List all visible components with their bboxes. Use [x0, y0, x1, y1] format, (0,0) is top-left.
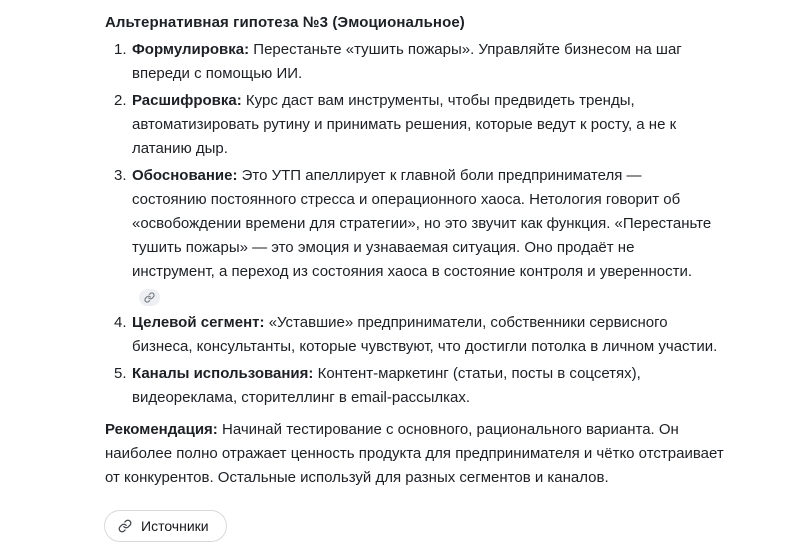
list-item-label: Каналы использования:: [132, 365, 314, 382]
list-item: [105, 38, 720, 86]
list-item-text: Это УТП апеллирует к главной боли предпринимателя — состоянию постоянного стресса и операционного хаоса. Нетология говорит об «освобождении времени для стратегии», но это звучит как функция. «Перестаньте тушить пожары» — это эмоция и узнаваемая ситуация. Оно продаёт не инструмент, а переход из состояния хаоса в состояние контроля и уверенности.: [132, 167, 712, 280]
recommendation-label: Рекомендация:: [105, 421, 218, 438]
list-item-number: 1.: [114, 41, 127, 58]
list-item-number: 2.: [114, 92, 127, 109]
recommendation-text: Начинай тестирование с основного, рационального варианта. Он наиболее полно отражает ценность продукта для предпринимателя и чётко отстраивает от конкурентов. Остальные используй для разных сегментов и каналов.: [105, 421, 724, 486]
list-item-text: «Уставшие» предприниматели, собственники сервисного бизнеса, консультанты, которые чувствуют, что достигли потолка в личном участии.: [132, 314, 718, 355]
list-item-text: Курс даст вам инструменты, чтобы предвидеть тренды, автоматизировать рутину и принимать решения, которые ведут к росту, а не к латанию дыр.: [132, 92, 677, 157]
list-item-label: Целевой сегмент:: [132, 314, 265, 331]
list-item-label: Обоснование:: [132, 167, 238, 184]
recommendation-paragraph: [105, 418, 730, 490]
citation-link-icon[interactable]: [139, 289, 160, 306]
list-item: [105, 89, 720, 161]
list-item-text: Перестаньте «тушить пожары». Управляйте бизнесом на шаг впереди с помощью ИИ.: [132, 41, 682, 82]
list-item-label: Формулировка:: [132, 41, 250, 58]
sources-button-label: Источники: [141, 518, 209, 534]
list-item-number: 5.: [114, 365, 127, 382]
list-item: [105, 311, 720, 359]
list-item: [105, 164, 720, 308]
list-item-number: 3.: [114, 167, 127, 184]
list-item-number: 4.: [114, 314, 127, 331]
list-item: [105, 362, 720, 410]
page-title: Альтернативная гипотеза №3 (Эмоциональное): [105, 14, 465, 31]
answer-content: [105, 12, 730, 542]
link-icon: [118, 519, 132, 533]
sources-button[interactable]: [104, 510, 227, 542]
hypothesis-list: [105, 38, 730, 410]
list-item-text: Контент-маркетинг (статьи, посты в соцсетях), видеореклама, сторителлинг в email-рассылках.: [132, 365, 641, 406]
list-item-label: Расшифровка:: [132, 92, 242, 109]
